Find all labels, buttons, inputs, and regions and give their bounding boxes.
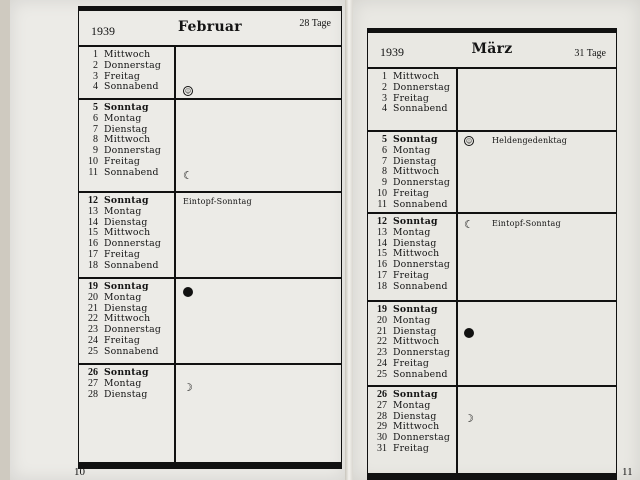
weekday-name: Montag xyxy=(393,314,431,326)
day-row xyxy=(368,401,616,412)
day-row xyxy=(79,347,341,358)
day-row xyxy=(368,200,616,211)
bottom-rule xyxy=(78,464,342,469)
day-row xyxy=(368,370,616,381)
weekday-name: Montag xyxy=(393,399,431,411)
day-number: 7 xyxy=(382,155,387,167)
day-number: 24 xyxy=(377,357,387,369)
weekday-name: Donnerstag xyxy=(393,347,450,359)
day-number: 26 xyxy=(377,389,387,400)
weekday-name: Freitag xyxy=(393,357,430,369)
weekday-name: Donnerstag xyxy=(393,81,450,93)
day-number: 14 xyxy=(377,237,387,249)
last-quarter-icon: ☾ xyxy=(183,169,193,182)
weekday-name: Dienstag xyxy=(393,325,437,337)
weekday-name: Mittwoch xyxy=(393,71,440,82)
day-number: 23 xyxy=(377,347,387,359)
day-number: 2 xyxy=(93,59,98,71)
day-number: 27 xyxy=(88,377,98,389)
weekday-name: Sonntag xyxy=(104,195,149,206)
day-row xyxy=(79,82,341,93)
weekday-name: Freitag xyxy=(104,155,141,167)
weekday-name: Mittwoch xyxy=(104,134,151,146)
bottom-rule xyxy=(367,475,617,480)
days-count: 31 Tage xyxy=(574,48,606,59)
day-number: 17 xyxy=(88,248,98,260)
weekday-name: Sonntag xyxy=(393,304,438,315)
month-header xyxy=(367,33,617,69)
day-list xyxy=(368,302,616,381)
day-number: 10 xyxy=(88,155,98,167)
weekday-name: Freitag xyxy=(104,70,141,82)
weekday-name: Dienstag xyxy=(104,302,148,314)
day-list xyxy=(368,387,616,455)
day-number: 12 xyxy=(88,195,98,206)
day-number: 5 xyxy=(382,134,387,145)
last-quarter-icon: ☾ xyxy=(464,218,474,231)
full-moon-icon: ☺ xyxy=(184,87,192,95)
weekday-name: Donnerstag xyxy=(104,145,161,157)
weekday-name: Donnerstag xyxy=(393,259,450,271)
day-list xyxy=(79,279,341,358)
weekday-name: Dienstag xyxy=(104,216,148,228)
month-title: März xyxy=(471,41,513,57)
day-number: 6 xyxy=(93,112,98,124)
day-number: 9 xyxy=(382,177,387,189)
day-list xyxy=(368,69,616,115)
week-block xyxy=(78,365,342,464)
week-block xyxy=(78,47,342,100)
weekday-name: Sonntag xyxy=(393,216,438,227)
day-row xyxy=(368,444,616,455)
page-number: 10 xyxy=(74,466,85,478)
weekday-name: Sonntag xyxy=(104,281,149,292)
week-block xyxy=(367,214,617,302)
weekday-name: Montag xyxy=(393,226,431,238)
page-number: 11 xyxy=(622,466,633,478)
weekday-name: Montag xyxy=(104,377,142,389)
day-number: 8 xyxy=(382,166,387,178)
day-number: 22 xyxy=(377,336,387,348)
book-spine xyxy=(345,0,353,480)
weekday-name: Donnerstag xyxy=(393,177,450,189)
weekday-name: Freitag xyxy=(104,334,141,346)
weekday-name: Sonnabend xyxy=(393,280,448,292)
day-number: 8 xyxy=(93,134,98,146)
day-number: 18 xyxy=(88,259,98,271)
day-number: 15 xyxy=(88,227,98,239)
day-number: 20 xyxy=(377,314,387,326)
day-number: 17 xyxy=(377,269,387,281)
day-number: 28 xyxy=(88,388,98,400)
february-calendar xyxy=(78,6,342,469)
day-number: 16 xyxy=(377,259,387,271)
day-number: 24 xyxy=(88,334,98,346)
day-number: 13 xyxy=(377,226,387,238)
day-row xyxy=(368,228,616,239)
day-list xyxy=(79,100,341,182)
year-label: 1939 xyxy=(91,24,115,38)
day-number: 16 xyxy=(88,238,98,250)
day-number: 21 xyxy=(377,325,387,337)
day-row xyxy=(368,104,616,115)
weekday-name: Freitag xyxy=(393,269,430,281)
weekday-name: Sonntag xyxy=(104,102,149,113)
weekday-name: Mittwoch xyxy=(393,166,440,178)
day-number: 19 xyxy=(88,281,98,292)
weekday-name: Mittwoch xyxy=(393,421,440,433)
day-number: 22 xyxy=(88,313,98,325)
day-number: 4 xyxy=(93,81,98,93)
first-quarter-icon: ☽ xyxy=(183,381,193,394)
first-quarter-icon: ☽ xyxy=(464,412,474,425)
weekday-name: Montag xyxy=(393,144,431,156)
day-number: 20 xyxy=(88,291,98,303)
day-row xyxy=(79,379,341,390)
month-header xyxy=(78,11,342,47)
month-title: Februar xyxy=(178,19,242,35)
day-row xyxy=(79,390,341,401)
weekday-name: Mittwoch xyxy=(104,313,151,325)
new-moon-icon xyxy=(464,328,474,338)
weekday-name: Dienstag xyxy=(104,388,148,400)
weekday-name: Mittwoch xyxy=(393,248,440,260)
week-block xyxy=(367,387,617,475)
day-row xyxy=(368,83,616,94)
weekday-name: Donnerstag xyxy=(393,432,450,444)
day-number: 25 xyxy=(377,368,387,380)
day-number: 9 xyxy=(93,145,98,157)
weekday-name: Sonnabend xyxy=(393,103,448,115)
day-row xyxy=(79,293,341,304)
year-label: 1939 xyxy=(380,45,404,59)
day-number: 4 xyxy=(382,103,387,115)
day-number: 26 xyxy=(88,367,98,378)
weekday-name: Dienstag xyxy=(393,410,437,422)
day-row xyxy=(79,207,341,218)
day-number: 19 xyxy=(377,304,387,315)
day-number: 1 xyxy=(382,71,387,82)
day-number: 1 xyxy=(93,49,98,60)
day-number: 23 xyxy=(88,324,98,336)
weekday-name: Dienstag xyxy=(393,237,437,249)
weekday-name: Montag xyxy=(104,112,142,124)
weekday-name: Dienstag xyxy=(393,155,437,167)
day-list xyxy=(79,47,341,93)
day-number: 6 xyxy=(382,144,387,156)
day-number: 2 xyxy=(382,81,387,93)
weekday-name: Montag xyxy=(104,291,142,303)
day-number: 11 xyxy=(377,198,387,210)
day-number: 25 xyxy=(88,345,98,357)
day-row xyxy=(368,316,616,327)
day-number: 7 xyxy=(93,123,98,135)
day-number: 14 xyxy=(88,216,98,228)
day-number: 15 xyxy=(377,248,387,260)
weekday-name: Freitag xyxy=(393,442,430,454)
weekday-name: Freitag xyxy=(393,187,430,199)
weekday-name: Sonnabend xyxy=(393,368,448,380)
day-number: 3 xyxy=(382,92,387,104)
day-row xyxy=(79,166,341,182)
day-number: 27 xyxy=(377,399,387,411)
days-count: 28 Tage xyxy=(299,18,331,29)
weekday-name: Donnerstag xyxy=(104,324,161,336)
day-row xyxy=(79,114,341,125)
weekday-name: Donnerstag xyxy=(104,238,161,250)
day-number: 29 xyxy=(377,421,387,433)
weekday-name: Freitag xyxy=(104,248,141,260)
march-calendar xyxy=(367,28,617,480)
holiday-note: Eintopf-Sonntag xyxy=(492,219,561,228)
week-block xyxy=(367,302,617,387)
day-number: 30 xyxy=(377,432,387,444)
weekday-name: Sonnabend xyxy=(104,166,159,178)
week-block xyxy=(78,279,342,365)
week-block xyxy=(367,132,617,214)
week-block xyxy=(78,193,342,279)
day-number: 3 xyxy=(93,70,98,82)
weekday-name: Sonntag xyxy=(393,134,438,145)
day-number: 5 xyxy=(93,102,98,113)
holiday-note: Heldengedenktag xyxy=(492,136,568,145)
weekday-name: Mittwoch xyxy=(104,49,151,60)
weekday-name: Mittwoch xyxy=(393,336,440,348)
day-row xyxy=(368,146,616,157)
new-moon-icon xyxy=(183,287,193,297)
weekday-name: Sonnabend xyxy=(393,198,448,210)
full-moon-icon: ☺ xyxy=(465,137,473,145)
day-row xyxy=(368,282,616,293)
day-number: 18 xyxy=(377,280,387,292)
day-number: 21 xyxy=(88,302,98,314)
day-number: 11 xyxy=(88,166,98,178)
day-number: 31 xyxy=(377,442,387,454)
day-row xyxy=(79,61,341,72)
weekday-name: Donnerstag xyxy=(104,59,161,71)
weekday-name: Freitag xyxy=(393,92,430,104)
weekday-name: Sonntag xyxy=(393,389,438,400)
day-list xyxy=(79,365,341,400)
week-block xyxy=(78,100,342,193)
weekday-name: Mittwoch xyxy=(104,227,151,239)
weekday-name: Montag xyxy=(104,205,142,217)
weekday-name: Sonntag xyxy=(104,367,149,378)
day-row xyxy=(79,261,341,272)
holiday-note: Eintopf-Sonntag xyxy=(183,197,252,206)
weekday-name: Dienstag xyxy=(104,123,148,135)
day-number: 10 xyxy=(377,187,387,199)
weekday-name: Sonnabend xyxy=(104,81,159,93)
day-number: 12 xyxy=(377,216,387,227)
week-block xyxy=(367,69,617,132)
day-number: 28 xyxy=(377,410,387,422)
day-number: 13 xyxy=(88,205,98,217)
weekday-name: Sonnabend xyxy=(104,259,159,271)
weekday-name: Sonnabend xyxy=(104,345,159,357)
